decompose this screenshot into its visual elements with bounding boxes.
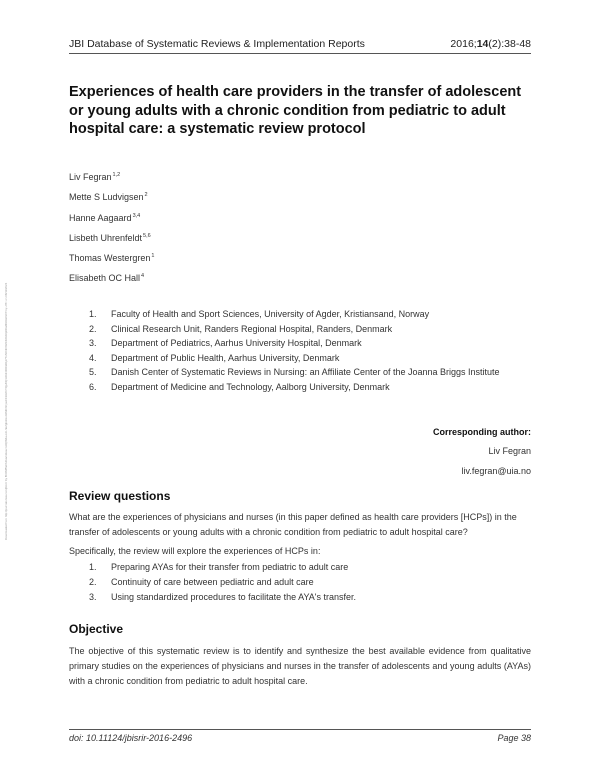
journal-name: JBI Database of Systematic Reviews & Implementation Reports [69, 38, 365, 50]
list-text: Faculty of Health and Sport Sciences, University of Agder, Kristiansand, Norway [111, 309, 430, 319]
author-item [69, 233, 154, 253]
author-name: Liv Fegran [69, 172, 112, 182]
list-number: 3. [89, 338, 97, 349]
author-list [69, 172, 154, 294]
review-questions-specific: Specifically, the review will explore the experiences of HCPs in: [69, 546, 321, 556]
list-number: 1. [89, 309, 97, 319]
affiliation-item [89, 338, 500, 353]
list-text: Using standardized procedures to facilitate the AYA's transfer. [111, 592, 357, 602]
footer-rule [69, 729, 531, 730]
review-questions-heading: Review questions [69, 489, 171, 503]
author-item [69, 213, 154, 233]
author-affiliation-ref: 3,4 [132, 212, 141, 219]
download-watermark: Downloaded from http://journals.lww.com/jbisrir by BhDMf5ePHKav1zEoum1tQfN4a+kJLhEZgbsIHo4XMi0hCywCX1AWnYQp/IlQrHD3i3D0OdRyi7TvSFl4Cf3VC4/OAVpDDa8KKGKV0Ymy+78= on 08/11/2024 [4, 282, 8, 540]
article-title: Experiences of health care providers in the transfer of adolescent or young adults with a chronic condition from pediatric to adult hospital care: a systematic review protocol [69, 84, 522, 137]
list-text: Danish Center of Systematic Reviews in Nursing: an Affiliate Center of the Joanna Briggs Institute [111, 367, 500, 378]
list-number: 6. [89, 381, 97, 392]
list-text: Preparing AYAs for their transfer from pediatric to adult care [111, 562, 349, 572]
list-number: 3. [89, 592, 97, 602]
corresponding-name: Liv Fegran [488, 446, 531, 456]
page-number: Page 38 [497, 733, 531, 743]
list-number: 1. [89, 562, 97, 572]
author-affiliation-ref: 5,6 [143, 232, 151, 239]
list-text: Clinical Research Unit, Randers Regional Hospital, Randers, Denmark [111, 323, 393, 334]
affiliation-item [89, 367, 500, 382]
author-affiliation-ref: 1 [151, 253, 155, 260]
author-affiliation-ref: 2 [144, 192, 148, 199]
review-question-item [89, 577, 356, 592]
affiliation-list [89, 309, 500, 397]
review-question-item [89, 592, 356, 607]
author-item [69, 192, 154, 212]
objective-heading: Objective [69, 622, 124, 636]
author-item [69, 253, 154, 273]
list-number: 5. [89, 367, 97, 378]
list-text: Continuity of care between pediatric and adult care [111, 577, 314, 587]
affiliation-item [89, 382, 500, 397]
review-question-list [89, 562, 356, 607]
citation: 2016;14(2):38-48 [450, 38, 531, 50]
review-question-item [89, 562, 356, 577]
corresponding-author-block [433, 427, 531, 485]
author-item [69, 273, 154, 293]
corresponding-email[interactable]: liv.fegran@uia.no [461, 465, 531, 476]
author-affiliation-ref: 4 [141, 273, 145, 280]
review-questions-intro: What are the experiences of physicians and nurses (in this paper defined as health care providers [HCPs]) in the transfer of adolescents or young adults with a chronic condition from pediatric to adult hospital care? [69, 512, 517, 537]
author-name: Hanne Aagaard [69, 212, 132, 223]
list-text: Department of Public Health, Aarhus University, Denmark [111, 352, 340, 363]
author-name: Mette S Ludvigsen [69, 192, 144, 203]
corresponding-label: Corresponding author: [433, 427, 531, 437]
list-number: 4. [89, 352, 97, 363]
header-rule [69, 53, 531, 54]
affiliation-item [89, 353, 500, 368]
author-name: Elisabeth OC Hall [69, 273, 141, 284]
author-item [69, 172, 154, 192]
page-footer [69, 733, 531, 743]
doi: doi: 10.11124/jbisrir-2016-2496 [69, 733, 193, 743]
objective-text: The objective of this systematic review is to identify and synthesize the best available evidence from qualitative primary studies on the experiences of physicians and nurses in the transfer of adolescents and young adults (AYAs) with a chronic condition from pediatric to adult hospital care. [69, 646, 531, 686]
list-text: Department of Medicine and Technology, Aalborg University, Denmark [111, 381, 390, 392]
running-header [69, 38, 531, 50]
list-number: 2. [89, 577, 97, 587]
author-name: Thomas Westergren [69, 253, 151, 264]
list-number: 2. [89, 323, 97, 334]
affiliation-item [89, 309, 500, 324]
author-affiliation-ref: 1,2 [112, 172, 121, 178]
affiliation-item [89, 324, 500, 339]
list-text: Department of Pediatrics, Aarhus University Hospital, Denmark [111, 338, 362, 349]
author-name: Lisbeth Uhrenfeldt [69, 232, 143, 243]
